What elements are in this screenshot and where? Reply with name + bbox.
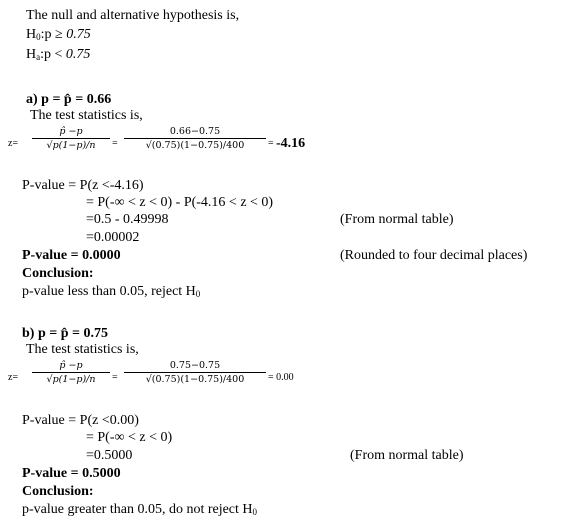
alternative-hypothesis bbox=[26, 47, 90, 63]
part-a-pvalue-result: P-value = 0.0000 bbox=[22, 248, 121, 263]
part-b-pvalue-line1: P-value = P(z <0.00) bbox=[22, 413, 139, 428]
hypothesis-heading: The null and alternative hypothesis is, bbox=[26, 8, 240, 23]
part-b-equals-1: = bbox=[112, 372, 118, 383]
part-a-conclusion-text bbox=[22, 284, 200, 300]
part-b-conclusion-label: Conclusion: bbox=[22, 484, 94, 499]
part-a-conclusion-label: Conclusion: bbox=[22, 266, 94, 281]
part-a-stat-label: The test statistics is, bbox=[30, 108, 143, 123]
part-b-z-value: = 0.00 bbox=[268, 372, 294, 383]
part-a-pvalue-line2: = P(-∞ < z < 0) - P(-4.16 < z < 0) bbox=[86, 195, 274, 210]
part-b-formula-numerator: p̂ −p bbox=[59, 360, 83, 371]
part-b-value-fraction bbox=[124, 360, 266, 385]
h0-subscript: 0 bbox=[36, 32, 41, 42]
h0-letter: H bbox=[26, 27, 37, 42]
part-b-conclusion-subscript: 0 bbox=[252, 507, 258, 517]
part-a-conclusion-sentence: p-value less than 0.05, reject H bbox=[22, 284, 196, 299]
part-a-z-value: -4.16 bbox=[276, 136, 306, 151]
part-b-conclusion-sentence: p-value greater than 0.05, do not reject H bbox=[22, 502, 253, 517]
part-b-title: b) p = p̂ = 0.75 bbox=[22, 326, 108, 341]
part-a-z-prefix: z= bbox=[8, 138, 19, 149]
part-a-formula-fraction bbox=[32, 126, 110, 151]
part-b-note-normal-table: (From normal table) bbox=[350, 448, 464, 463]
ha-letter: H bbox=[26, 47, 37, 62]
part-a-formula-denominator: √p(1−p)/n bbox=[32, 138, 110, 151]
part-b-stat-label: The test statistics is, bbox=[26, 342, 139, 357]
part-a-title: a) p = p̂ = 0.66 bbox=[26, 92, 112, 107]
part-a-pvalue-line4: =0.00002 bbox=[86, 230, 140, 245]
part-a-pvalue-line3: =0.5 - 0.49998 bbox=[86, 212, 169, 227]
part-b-value-numerator: 0.75−0.75 bbox=[169, 360, 221, 371]
part-b-pvalue-result: P-value = 0.5000 bbox=[22, 466, 121, 481]
ha-relation: :p < bbox=[40, 47, 66, 62]
part-b-z-prefix: z= bbox=[8, 372, 19, 383]
part-b-formula-fraction bbox=[32, 360, 110, 385]
part-a-equals-2: = bbox=[268, 138, 274, 149]
part-a-equals-1: = bbox=[112, 138, 118, 149]
null-hypothesis bbox=[26, 27, 91, 43]
part-b-pvalue-line3: =0.5000 bbox=[86, 448, 133, 463]
part-b-pvalue-line2: = P(-∞ < z < 0) bbox=[86, 430, 173, 445]
ha-subscript: a bbox=[36, 52, 41, 62]
part-b-value-denominator: √(0.75)(1−0.75)/400 bbox=[124, 372, 266, 385]
part-b-conclusion-text bbox=[22, 502, 257, 518]
part-a-value-denominator: √(0.75)(1−0.75)/400 bbox=[124, 138, 266, 151]
h0-value: 0.75 bbox=[66, 27, 91, 42]
part-a-note-rounded: (Rounded to four decimal places) bbox=[340, 248, 528, 263]
part-a-formula-numerator: p̂ −p bbox=[59, 126, 83, 137]
part-a-note-normal-table: (From normal table) bbox=[340, 212, 454, 227]
part-a-conclusion-subscript: 0 bbox=[195, 289, 201, 299]
part-a-pvalue-line1: P-value = P(z <-4.16) bbox=[22, 178, 144, 193]
part-a-value-fraction bbox=[124, 126, 266, 151]
part-b-formula-denominator: √p(1−p)/n bbox=[32, 372, 110, 385]
part-a-value-numerator: 0.66−0.75 bbox=[169, 126, 221, 137]
h0-relation: :p ≥ bbox=[40, 27, 67, 42]
ha-value: 0.75 bbox=[65, 47, 91, 62]
